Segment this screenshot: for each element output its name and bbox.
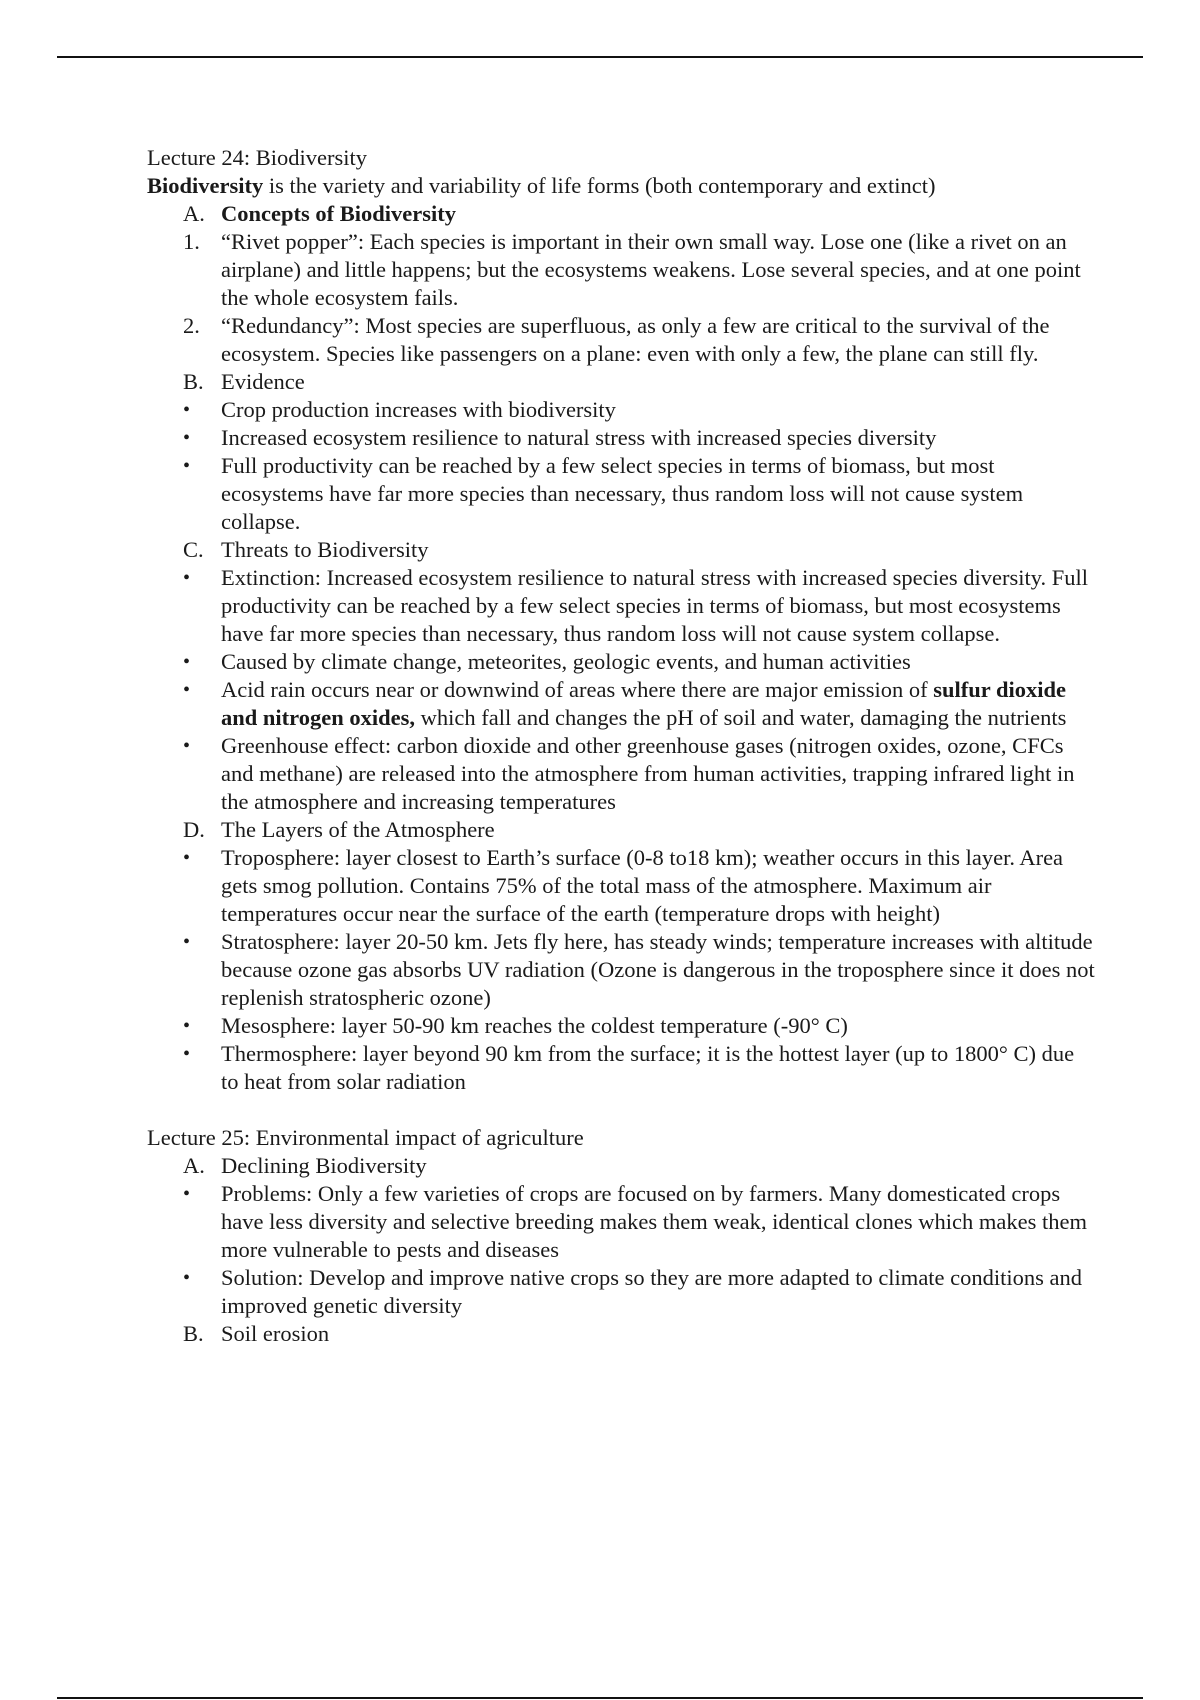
layer-item-mesosphere: • Mesosphere: layer 50-90 km reaches the coldest temperature (-90° C): [147, 1012, 1097, 1040]
bullet-icon: •: [183, 735, 191, 757]
bullet-icon: •: [183, 679, 191, 701]
bullet-icon: •: [183, 931, 191, 953]
bullet-icon: •: [183, 567, 191, 589]
bullet-icon: •: [183, 1043, 191, 1065]
lecture-24-title: Lecture 24: Biodiversity: [147, 145, 367, 170]
threat-item-causes: • Caused by climate change, meteorites, geologic events, and human activities: [147, 648, 1097, 676]
concept-item: 2. “Redundancy”: Most species are superfluous, as only a few are critical to the survival of the ecosystem. Species like passengers on a plane: even with only a few, the plane can still fly.: [183, 313, 1050, 366]
section-a-heading: A. Concepts of Biodiversity: [183, 201, 456, 226]
layer-item-troposphere: • Troposphere: layer closest to Earth’s surface (0-8 to18 km); weather occurs in this layer. Area gets smog pollution. Contains 75% of the total mass of the atmosphere. Maximum air temperatures occur near the surface of the earth (temperature drops with height): [147, 844, 1097, 928]
bullet-icon: •: [183, 1015, 191, 1037]
paragraph-gap: [147, 1096, 1097, 1124]
layer-item-stratosphere: • Stratosphere: layer 20-50 km. Jets fly here, has steady winds; temperature increases with altitude because ozone gas absorbs UV radiation (Ozone is dangerous in the troposphere since it does not replenish stratospheric ozone): [147, 928, 1097, 1012]
l25-section-b-heading: B. Soil erosion: [183, 1321, 330, 1346]
bullet-icon: •: [183, 427, 191, 449]
threat-item-extinction: • Extinction: Increased ecosystem resilience to natural stress with increased species diversity. Full productivity can be reached by a few select species in terms of biomass, but most ecosystems have far more species than necessary, thus random loss will not cause system collapse.: [147, 564, 1097, 648]
lecture-25-title: Lecture 25: Environmental impact of agriculture: [147, 1125, 584, 1150]
concept-item: 1. “Rivet popper”: Each species is important in their own small way. Lose one (like a rivet on an airplane) and little happens; but the ecosystems weakens. Lose several species, and at one point the whole ecosystem fails.: [183, 229, 1081, 310]
bullet-icon: •: [183, 651, 191, 673]
section-a-label: Concepts of Biodiversity: [221, 201, 456, 226]
definition-text: is the variety and variability of life forms (both contemporary and extinct): [263, 173, 936, 198]
l25-item-problems: • Problems: Only a few varieties of crops are focused on by farmers. Many domesticated crops have less diversity and selective breeding makes them weak, identical clones which makes them more vulnerable to pests and diseases: [147, 1180, 1097, 1264]
evidence-item: • Increased ecosystem resilience to natural stress with increased species diversity: [147, 424, 1097, 452]
l25-item-solution: • Solution: Develop and improve native crops so they are more adapted to climate conditions and improved genetic diversity: [147, 1264, 1097, 1320]
bullet-icon: •: [183, 1267, 191, 1289]
header-rule: [57, 56, 1143, 58]
l25-section-a-heading: A. Declining Biodiversity: [183, 1153, 427, 1178]
footer-rule: [57, 1697, 1143, 1699]
section-c-heading: C. Threats to Biodiversity: [183, 537, 429, 562]
section-d-heading: D. The Layers of the Atmosphere: [183, 817, 495, 842]
bullet-icon: •: [183, 1183, 191, 1205]
biodiversity-definition: [147, 172, 1097, 200]
threat-item-acid-rain: • Acid rain occurs near or downwind of areas where there are major emission of sulfur dioxide and nitrogen oxides, which fall and changes the pH of soil and water, damaging the nutrients: [147, 676, 1097, 732]
layer-item-thermosphere: • Thermosphere: layer beyond 90 km from the surface; it is the hottest layer (up to 1800° C) due to heat from solar radiation: [147, 1040, 1097, 1096]
document-body: [147, 144, 1097, 1348]
bullet-icon: •: [183, 399, 191, 421]
acid-rain-emphasis: sulfur dioxide and nitrogen oxides,: [221, 677, 1066, 730]
threat-item-greenhouse: • Greenhouse effect: carbon dioxide and other greenhouse gases (nitrogen oxides, ozone, CFCs and methane) are released into the atmosphere from human activities, trapping infrared light in the atmosphere and increasing temperatures: [147, 732, 1097, 816]
section-b-heading: B. Evidence: [183, 369, 305, 394]
bullet-icon: •: [183, 455, 191, 477]
bullet-icon: •: [183, 847, 191, 869]
definition-term: Biodiversity: [147, 173, 264, 198]
evidence-item: • Crop production increases with biodiversity: [147, 396, 1097, 424]
evidence-item: • Full productivity can be reached by a few select species in terms of biomass, but most ecosystems have far more species than necessary, thus random loss will not cause system collapse.: [147, 452, 1097, 536]
